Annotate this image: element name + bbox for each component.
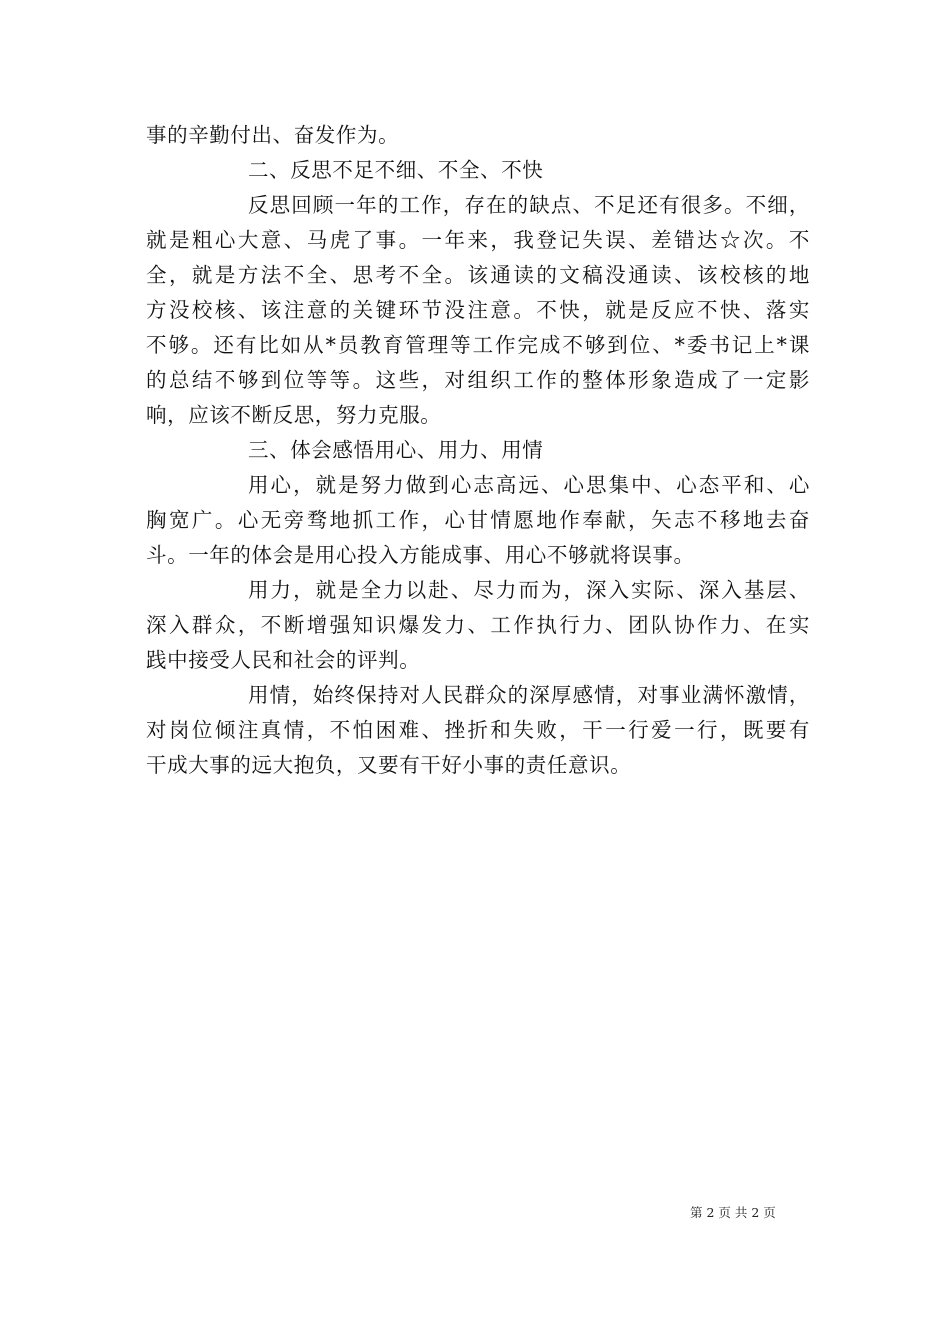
text-line: 二、反思不足不细、不全、不快 [248, 158, 544, 182]
page-number-footer: 第 2 页 共 2 页 [690, 1205, 776, 1220]
text-line: 对岗位倾注真情，不怕困难、挫折和失败，干一行爱一行，既要有 [146, 718, 810, 742]
text-line: 的总结不够到位等等。这些，对组织工作的整体形象造成了一定影 [146, 368, 810, 392]
text-line: 全，就是方法不全、思考不全。该通读的文稿没通读、该校核的地 [146, 263, 810, 287]
text-line: 三、体会感悟用心、用力、用情 [248, 438, 544, 462]
text-line: 胸宽广。心无旁骛地抓工作，心甘情愿地作奉献，矢志不移地去奋 [146, 508, 810, 532]
text-line: 干成大事的远大抱负，又要有干好小事的责任意识。 [146, 753, 632, 777]
text-line: 用情，始终保持对人民群众的深厚感情，对事业满怀激情， [248, 683, 810, 707]
text-line: 反思回顾一年的工作，存在的缺点、不足还有很多。不细， [248, 193, 810, 217]
text-line: 方没校核、该注意的关键环节没注意。不快，就是反应不快、落实 [146, 298, 810, 322]
text-line: 响，应该不断反思，努力克服。 [146, 403, 442, 427]
text-line: 就是粗心大意、马虎了事。一年来，我登记失误、差错达☆次。不 [146, 228, 810, 252]
text-line: 用力，就是全力以赴、尽力而为，深入实际、深入基层、 [248, 578, 810, 602]
text-line: 践中接受人民和社会的评判。 [146, 648, 421, 672]
text-line: 事的辛勤付出、奋发作为。 [146, 123, 400, 147]
text-line: 斗。一年的体会是用心投入方能成事、用心不够就将误事。 [146, 543, 695, 567]
text-line: 不够。还有比如从*员教育管理等工作完成不够到位、*委书记上*课 [146, 333, 810, 357]
text-line: 用心，就是努力做到心志高远、心思集中、心态平和、心 [248, 473, 810, 497]
body-text [146, 118, 810, 783]
text-line: 深入群众，不断增强知识爆发力、工作执行力、团队协作力、在实 [146, 613, 810, 637]
